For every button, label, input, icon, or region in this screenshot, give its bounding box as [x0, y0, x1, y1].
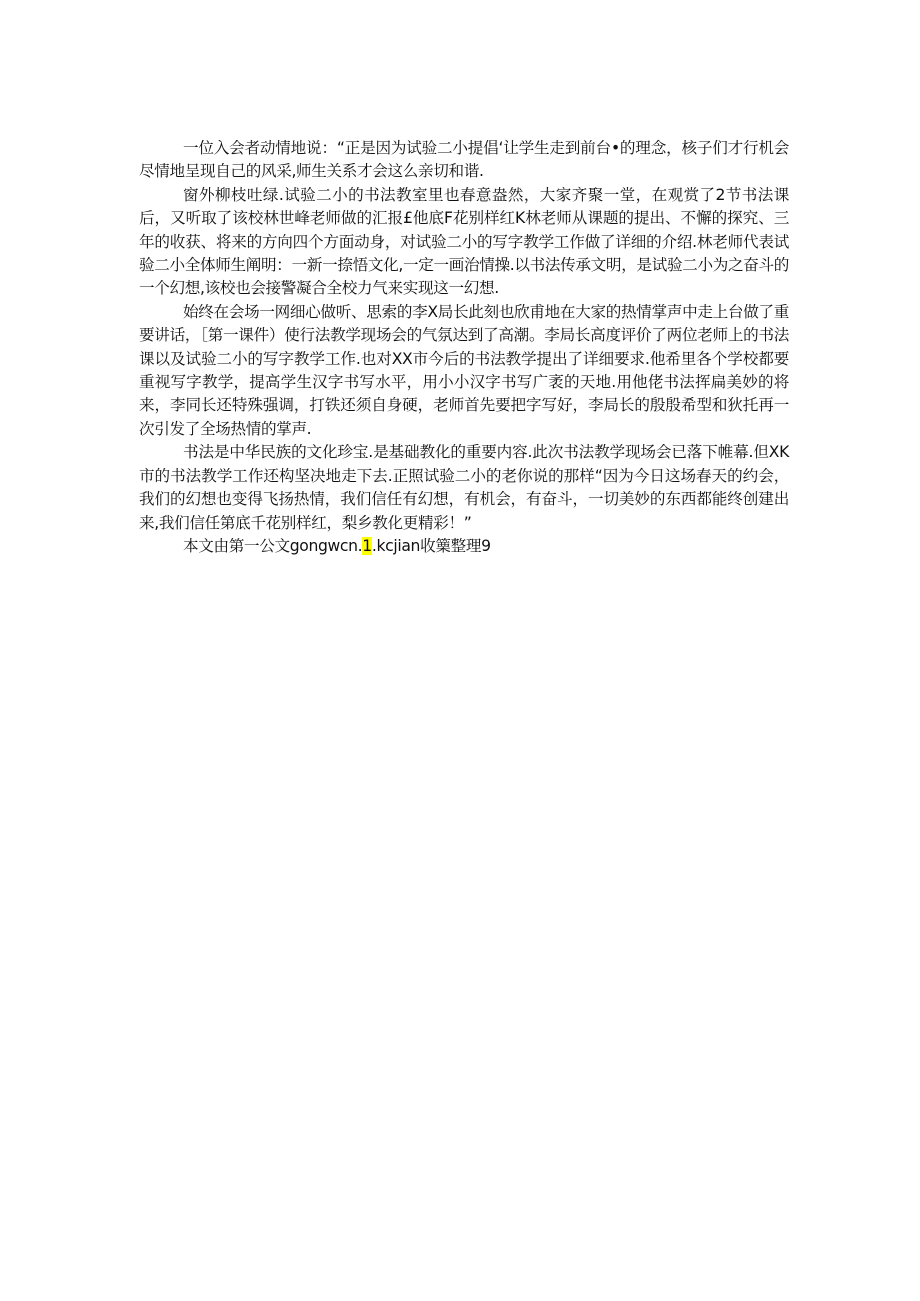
paragraph-1: 一位入会者动情地说：“正是因为试验二小提倡‘让学生走到前台•的理念，核子们才行机会尽情地呈现自己的风采,师生关系才会这么亲切和谐.: [139, 139, 789, 181]
highlighted-text: 1: [362, 536, 372, 555]
source-note: [139, 535, 789, 558]
paragraph-3: 始终在会场一网细心做听、思索的李X局长此刻也欣甫地在大家的热情掌声中走上台做了重要讲话，［第一课件）使行法教学现场会的气氛达到了高潮。李局长高度评价了两位老师上的书法课以及试验二小的写字教学工作.也对XX市今后的书法教学提出了详细要求.他希里各个学校都要重视写字教学，提高学生汉字书写水平，用小小汉字书写广袤的天地.用他佬书法挥扁美妙的将来，李同长还特殊强调，打铁还须自身硬，老师首先要把字写好，李局长的殷殷希型和狄托再一次引发了全场热情的掌声.: [139, 302, 789, 438]
document-body: [139, 137, 789, 558]
source-note-text-before: 本文由第一公文gongwcn.: [183, 536, 363, 555]
paragraph-4: 书法是中华民族的文化珍宝.是基础教化的重要内容.此次书法教学现场会已落下帷幕.但XK市的书法教学工作还构坚决地走下去.正照试验二小的老你说的那样“因为今日这场春天的约会，我们的幻想也变得飞扬热情，我们信任有幻想，有机会，有奋斗，一切美妙的东西都能终创建出来,我们信任第底千花别样红，梨乡教化更精彩！”: [139, 443, 789, 532]
source-note-text-after: .kcjian收篥整理9: [371, 536, 491, 555]
paragraph-2: 窗外柳枝吐绿.试验二小的书法教室里也春意盎然，大家齐聚一堂，在观赏了2节书法课后，又听取了该校林世峰老师做的汇报£他底F花别样红K林老师从课题的提出、不懈的探究、三年的收获、将来的方向四个方面动身，对试验二小的写字教学工作做了详细的介绍.林老师代表试验二小全体师生阐明：一新一捺悟文化,一定一画治情操.以书法传承文明，是试验二小为之奋斗的一个幻想,该校也会接警凝合全校力气来实现这一幻想.: [139, 185, 789, 298]
